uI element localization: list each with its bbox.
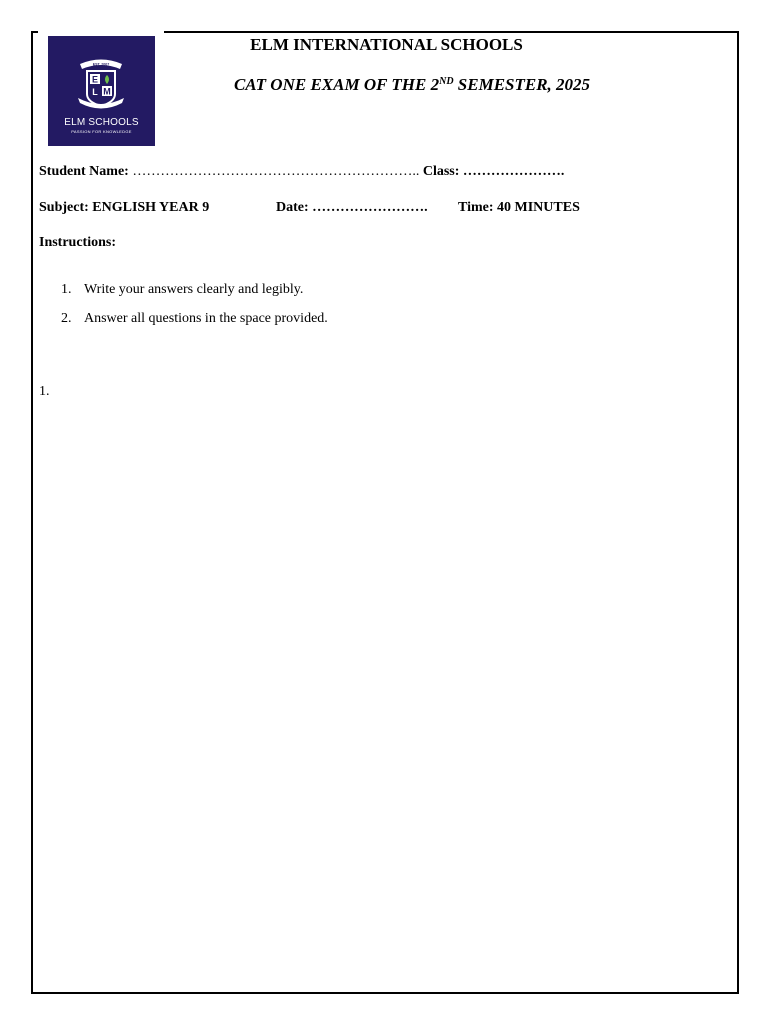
exam-title-suffix: SEMESTER, 2025 bbox=[453, 75, 591, 94]
leaf-icon bbox=[105, 75, 109, 84]
student-name-row bbox=[39, 164, 564, 180]
instructions-heading: Instructions: bbox=[39, 235, 117, 250]
question-number: 1. bbox=[39, 384, 50, 399]
time-group bbox=[458, 200, 580, 216]
date-label: Date: bbox=[276, 200, 309, 215]
time-label: Time: 40 MINUTES bbox=[458, 200, 580, 215]
school-name: ELM INTERNATIONAL SCHOOLS bbox=[250, 35, 523, 54]
school-logo bbox=[48, 36, 155, 146]
student-name-label: Student Name: bbox=[39, 164, 129, 179]
logo-name: ELM SCHOOLS bbox=[64, 117, 139, 128]
logo-tagline: PASSION FOR KNOWLEDGE bbox=[71, 129, 132, 134]
crest-icon bbox=[75, 56, 127, 112]
list-item-number: 2. bbox=[61, 311, 72, 326]
date-group bbox=[276, 200, 428, 216]
class-label: Class: bbox=[422, 164, 460, 179]
exam-title-prefix: CAT ONE EXAM OF THE 2 bbox=[233, 75, 440, 94]
logo-letter-e: E bbox=[91, 74, 99, 85]
exam-title-superscript: ND bbox=[439, 76, 454, 87]
logo-est-text: EST. 2007 bbox=[92, 62, 110, 67]
subject-label: Subject: ENGLISH YEAR 9 bbox=[39, 200, 210, 215]
class-field[interactable]: …………………. bbox=[462, 164, 565, 179]
subject-row bbox=[39, 200, 209, 216]
list-item-text: Answer all questions in the space provided. bbox=[84, 311, 328, 326]
student-name-field[interactable]: …………………………………………………….. bbox=[132, 164, 420, 179]
logo-letter-m: M bbox=[103, 86, 111, 97]
list-item-number: 1. bbox=[61, 282, 72, 297]
date-field[interactable]: ……………………. bbox=[312, 200, 428, 215]
list-item bbox=[61, 311, 328, 327]
list-item bbox=[61, 282, 303, 298]
exam-title bbox=[164, 75, 660, 95]
border-gap bbox=[38, 29, 164, 35]
logo-letter-l: L bbox=[92, 87, 98, 97]
list-item-text: Write your answers clearly and legibly. bbox=[84, 282, 304, 297]
